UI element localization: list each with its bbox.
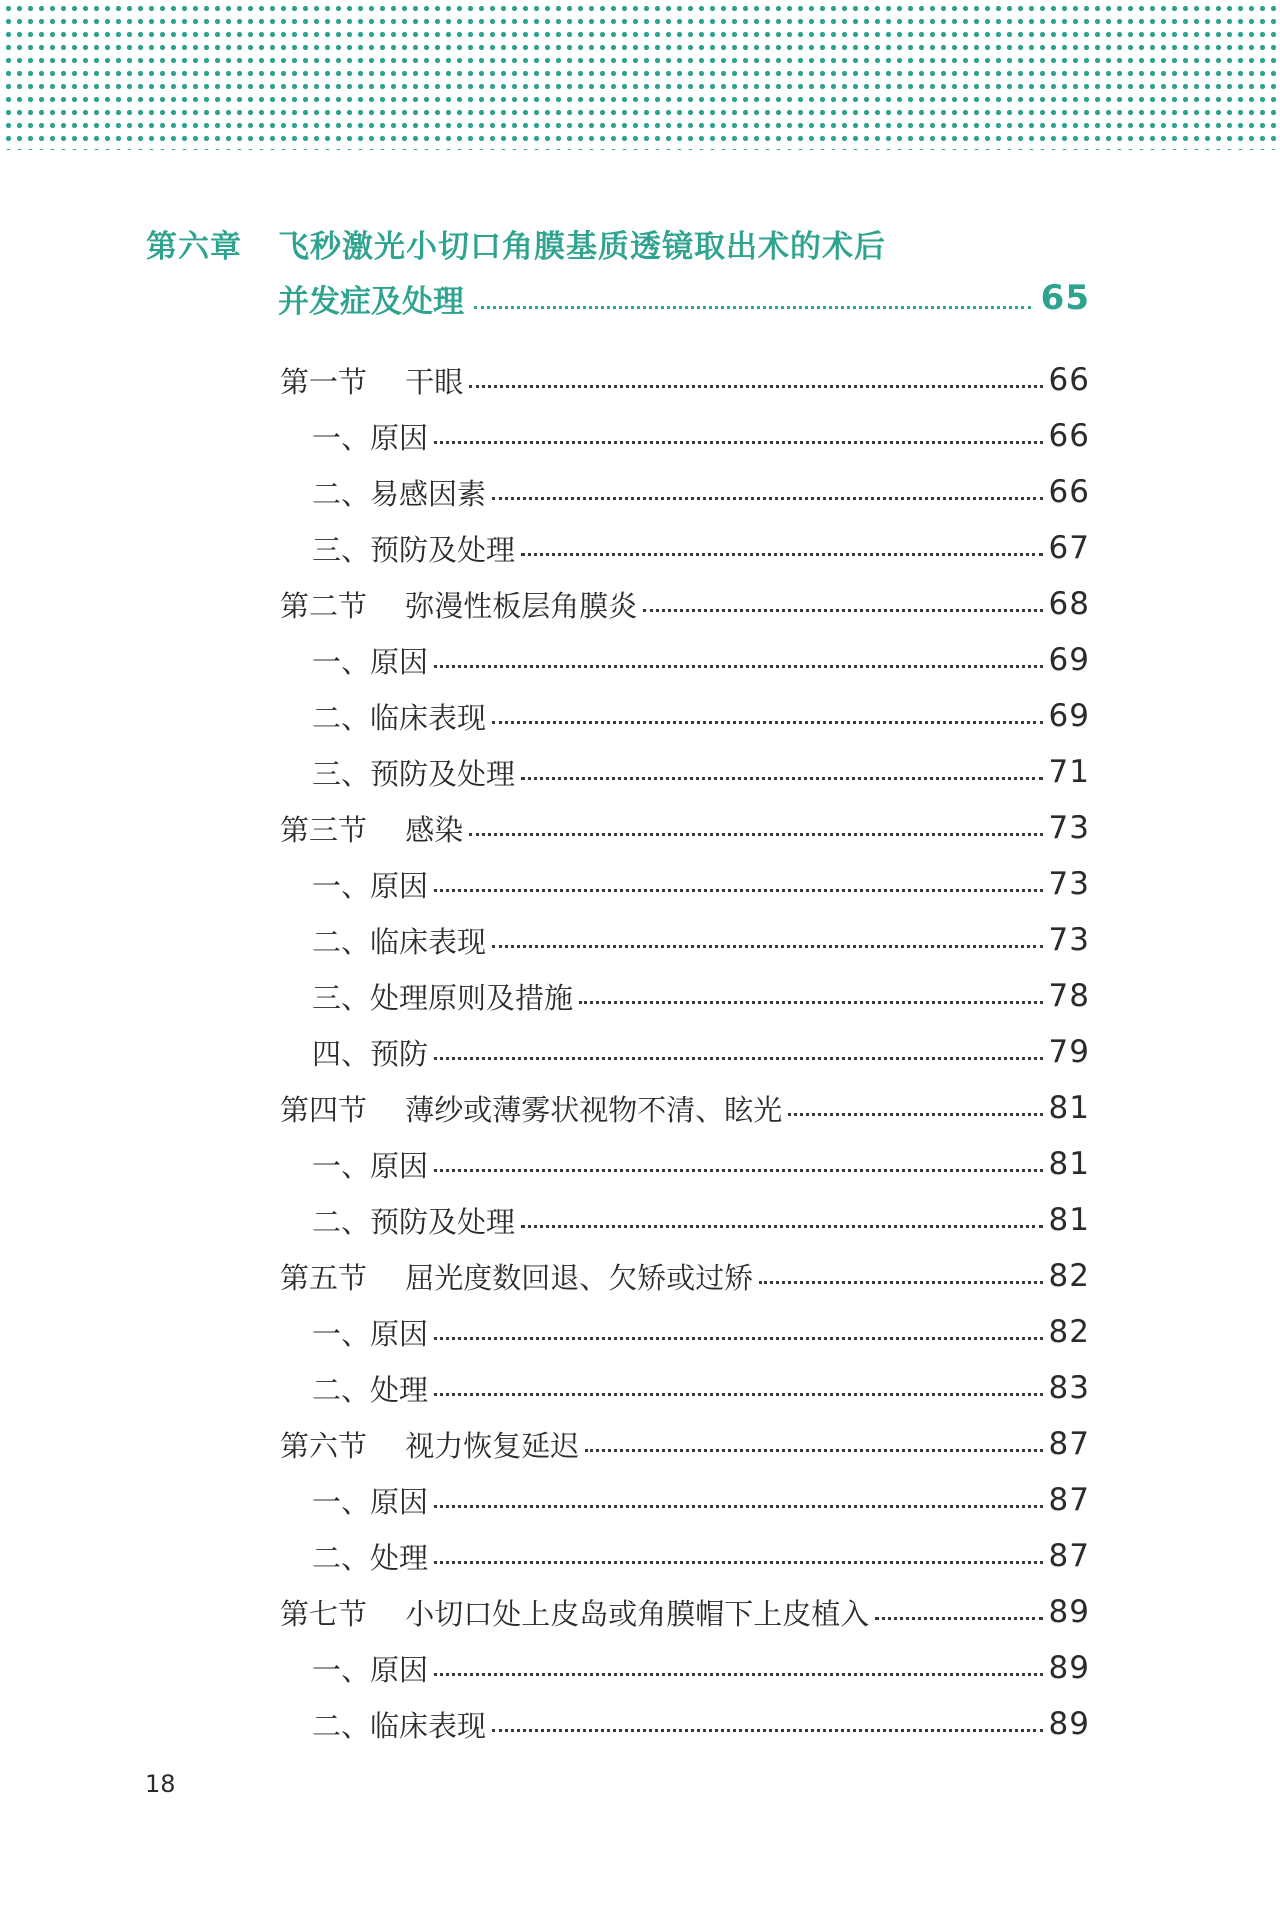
toc-entry-label: 一、原因	[312, 644, 429, 679]
toc-entry-page: 71	[1048, 754, 1090, 790]
dot-leader	[759, 1255, 1042, 1284]
dot-leader	[492, 471, 1043, 500]
chapter-label: 第六章	[146, 229, 242, 265]
dot-leader	[474, 276, 1031, 309]
toc-entry-section[interactable]	[280, 582, 1090, 626]
chapter-page-number: 65	[1040, 278, 1090, 318]
dot-leader	[434, 1647, 1043, 1676]
toc-entry-page: 89	[1048, 1594, 1090, 1630]
dot-leader	[492, 1703, 1043, 1732]
toc-entry-label: 一、原因	[312, 1148, 429, 1183]
chapter-title-line2: 并发症及处理	[278, 283, 464, 320]
toc-entry-subsection[interactable]	[312, 862, 1090, 906]
toc-entry-page: 68	[1048, 586, 1090, 622]
toc-entry-page: 89	[1048, 1650, 1090, 1686]
toc-entry-subsection[interactable]	[312, 1198, 1090, 1242]
toc-entry-page: 66	[1048, 362, 1090, 398]
toc-entry-page: 89	[1048, 1706, 1090, 1742]
toc-entry-label: 三、预防及处理	[312, 532, 516, 567]
dot-leader	[434, 415, 1043, 444]
chapter-title-line1: 飞秒激光小切口角膜基质透镜取出术的术后	[278, 229, 886, 265]
dot-leader	[434, 1031, 1043, 1060]
toc-entry-subsection[interactable]	[312, 974, 1090, 1018]
toc-entry-label: 二、易感因素	[312, 476, 487, 511]
toc-entry-label: 一、原因	[312, 1484, 429, 1519]
toc-entry-page: 67	[1048, 530, 1090, 566]
toc-entry-label: 三、处理原则及措施	[312, 980, 574, 1015]
toc-entry-label: 第一节 干眼	[280, 364, 464, 399]
toc-entry-subsection[interactable]	[312, 1310, 1090, 1354]
toc-entry-page: 87	[1048, 1538, 1090, 1574]
toc-entry-subsection[interactable]	[312, 1702, 1090, 1746]
toc-entry-label: 第三节 感染	[280, 812, 464, 847]
toc-entry-page: 81	[1048, 1090, 1090, 1126]
toc-entry-page: 82	[1048, 1258, 1090, 1294]
dot-leader	[434, 863, 1043, 892]
decorative-dot-band	[0, 0, 1280, 150]
toc-entry-subsection[interactable]	[312, 638, 1090, 682]
toc-entry-subsection[interactable]	[312, 526, 1090, 570]
toc-entry-label: 第五节 屈光度数回退、欠矫或过矫	[280, 1260, 754, 1295]
toc-entry-page: 78	[1048, 978, 1090, 1014]
dot-leader	[788, 1087, 1042, 1116]
toc-entry-subsection[interactable]	[312, 694, 1090, 738]
toc-entry-label: 一、原因	[312, 868, 429, 903]
toc-entry-subsection[interactable]	[312, 1534, 1090, 1578]
toc-entry-label: 一、原因	[312, 1316, 429, 1351]
toc-entry-page: 66	[1048, 474, 1090, 510]
toc-entry-page: 82	[1048, 1314, 1090, 1350]
toc-entry-page: 79	[1048, 1034, 1090, 1070]
dot-leader	[492, 695, 1043, 724]
toc-entry-label: 四、预防	[312, 1036, 429, 1071]
dot-leader	[579, 975, 1043, 1004]
dot-leader	[434, 1143, 1043, 1172]
toc-entry-page: 69	[1048, 698, 1090, 734]
toc-entry-page: 81	[1048, 1146, 1090, 1182]
toc-entry-subsection[interactable]	[312, 1366, 1090, 1410]
toc-entry-label: 一、原因	[312, 1652, 429, 1687]
dot-leader	[521, 751, 1043, 780]
toc-entry-section[interactable]	[280, 1590, 1090, 1634]
toc-entry-page: 66	[1048, 418, 1090, 454]
toc-entry-section[interactable]	[280, 806, 1090, 850]
dot-leader	[521, 1199, 1043, 1228]
toc-entry-section[interactable]	[280, 1422, 1090, 1466]
toc-entry-label: 第二节 弥漫性板层角膜炎	[280, 588, 638, 623]
dot-leader	[469, 807, 1042, 836]
toc-entry-section[interactable]	[280, 1254, 1090, 1298]
toc-entry-subsection[interactable]	[312, 918, 1090, 962]
toc-entry-section[interactable]	[280, 1086, 1090, 1130]
toc-entry-subsection[interactable]	[312, 1030, 1090, 1074]
dot-leader	[434, 1535, 1043, 1564]
toc-entry-label: 二、处理	[312, 1372, 429, 1407]
toc-entry-label: 二、预防及处理	[312, 1204, 516, 1239]
dot-leader	[492, 919, 1043, 948]
toc-entry-subsection[interactable]	[312, 1478, 1090, 1522]
toc-entry-page: 73	[1048, 810, 1090, 846]
toc-entry-label: 一、原因	[312, 420, 429, 455]
dot-leader	[434, 639, 1043, 668]
dot-leader	[469, 359, 1042, 388]
dot-leader	[875, 1591, 1042, 1620]
toc-entry-subsection[interactable]	[312, 1142, 1090, 1186]
dot-leader	[521, 527, 1043, 556]
toc-entry-label: 二、处理	[312, 1540, 429, 1575]
dot-leader	[434, 1479, 1043, 1508]
toc-entry-page: 83	[1048, 1370, 1090, 1406]
toc-entry-page: 87	[1048, 1426, 1090, 1462]
toc-entry-label: 二、临床表现	[312, 924, 487, 959]
toc-entry-page: 69	[1048, 642, 1090, 678]
toc-entry-label: 第四节 薄纱或薄雾状视物不清、眩光	[280, 1092, 783, 1127]
dot-leader	[643, 583, 1042, 612]
toc-entry-label: 二、临床表现	[312, 1708, 487, 1743]
toc-entry-label: 三、预防及处理	[312, 756, 516, 791]
dot-leader	[434, 1367, 1043, 1396]
toc-entry-subsection[interactable]	[312, 470, 1090, 514]
toc-entry-subsection[interactable]	[312, 1646, 1090, 1690]
toc-entry-page: 87	[1048, 1482, 1090, 1518]
page-number: 18	[145, 1770, 176, 1798]
toc-entry-page: 73	[1048, 866, 1090, 902]
toc-entry-label: 二、临床表现	[312, 700, 487, 735]
toc-entry-page: 73	[1048, 922, 1090, 958]
toc-entry-subsection[interactable]	[312, 750, 1090, 794]
dot-leader	[434, 1311, 1043, 1340]
toc-entry-label: 第七节 小切口处上皮岛或角膜帽下上皮植入	[280, 1596, 870, 1631]
toc-entry-label: 第六节 视力恢复延迟	[280, 1428, 580, 1463]
toc-entry-page: 81	[1048, 1202, 1090, 1238]
toc-entry-section[interactable]	[280, 358, 1090, 402]
chapter-entry[interactable]	[278, 276, 1090, 320]
toc-entry-subsection[interactable]	[312, 414, 1090, 458]
dot-leader	[585, 1423, 1042, 1452]
